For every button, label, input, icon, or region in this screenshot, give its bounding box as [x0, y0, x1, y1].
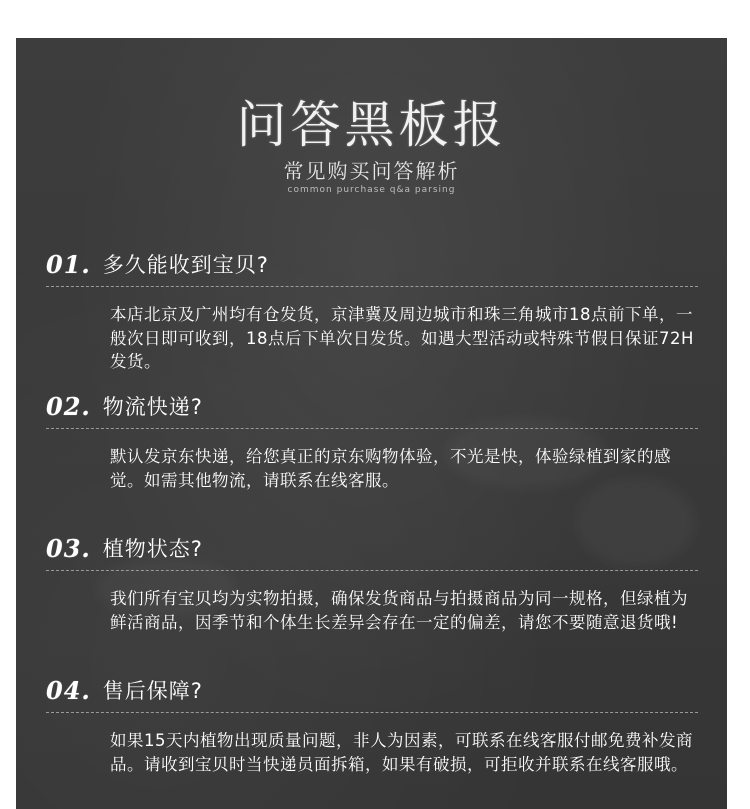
- faq-answer: 默认发京东快递，给您真正的京东购物体验，不光是快，体验绿植到家的感觉。如需其他物流，请联系在线客服。: [110, 447, 671, 490]
- faq-answer: 本店北京及广州均有仓发货，京津冀及周边城市和珠三角城市18点前下单，一般次日即可收到，18点后下单次日发货。如遇大型活动或特殊节假日保证72H发货。: [110, 305, 694, 371]
- dashed-divider: [46, 712, 698, 713]
- faq-question-row: [46, 530, 698, 566]
- dashed-divider: [46, 286, 698, 287]
- faq-question: 物流快递?: [102, 395, 203, 419]
- faq-answer: 我们所有宝贝均为实物拍摄，确保发货商品与拍摄商品为同一规格，但绿植为鲜活商品，因季节和个体生长差异会存在一定的偏差，请您不要随意退货哦!: [110, 589, 688, 632]
- faq-item-1: [46, 246, 698, 374]
- page-subtitle: 常见购买问答解析: [283, 159, 460, 183]
- dashed-divider: [46, 428, 698, 429]
- faq-question: 多久能收到宝贝?: [102, 253, 269, 277]
- page-title: 问答黑板报: [236, 96, 507, 154]
- dashed-divider: [46, 570, 698, 571]
- faq-number: 04.: [46, 675, 91, 705]
- faq-question-row: [46, 388, 698, 424]
- chalkboard: [16, 38, 727, 809]
- faq-question: 植物状态?: [102, 537, 203, 561]
- faq-question-row: [46, 672, 698, 708]
- faq-number: 01.: [46, 249, 91, 279]
- faq-item-4: [46, 672, 698, 776]
- faq-question: 售后保障?: [102, 679, 203, 703]
- page-subtitle-english: common purchase q&a parsing: [287, 185, 456, 195]
- faq-answer: 如果15天内植物出现质量问题，非人为因素，可联系在线客服付邮免费补发商品。请收到宝贝时当快递员面拆箱，如果有破损，可拒收并联系在线客服哦。: [110, 731, 693, 774]
- faq-number: 02.: [46, 391, 91, 421]
- faq-item-2: [46, 388, 698, 492]
- faq-question-row: [46, 246, 698, 282]
- faq-item-3: [46, 530, 698, 634]
- faq-number: 03.: [46, 533, 91, 563]
